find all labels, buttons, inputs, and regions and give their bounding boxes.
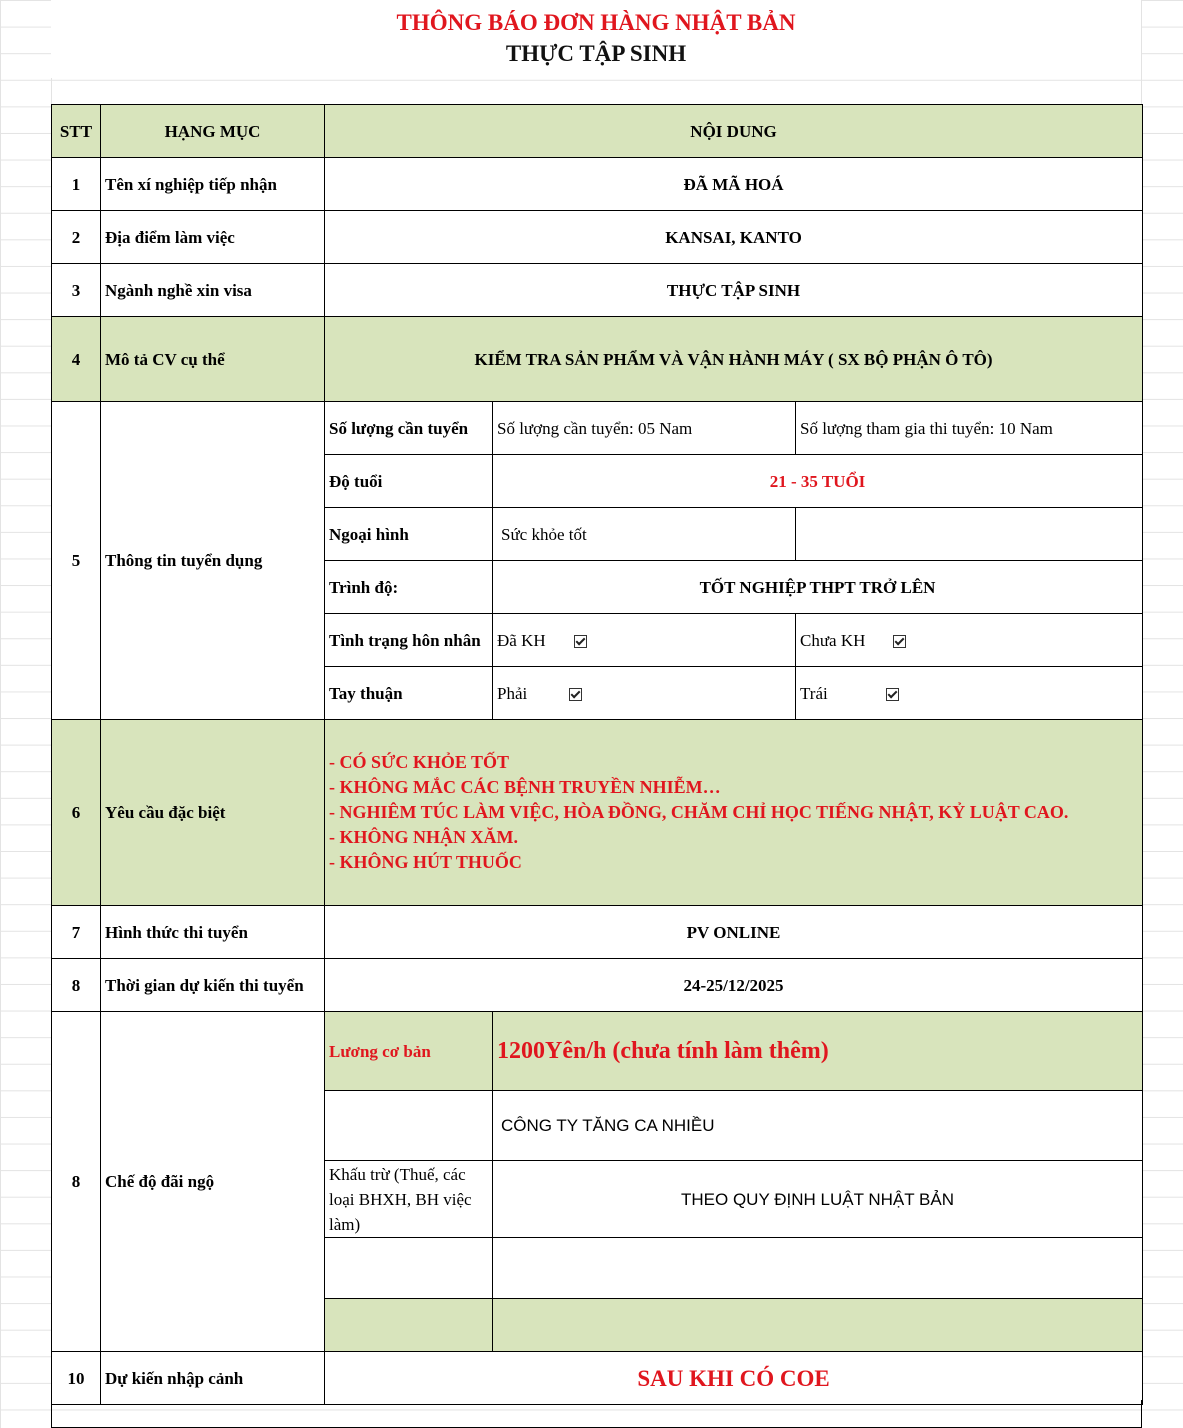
married-label: Đã KH — [497, 630, 546, 650]
requirement-item: - KHÔNG MẮC CÁC BỆNH TRUYỀN NHIỄM… — [329, 777, 721, 797]
age-value: 21 - 35 TUỔI — [493, 455, 1143, 508]
age-label: Độ tuổi — [325, 455, 493, 508]
column-header-category: HẠNG MỤC — [101, 105, 325, 158]
empty-cell — [325, 1091, 493, 1161]
document-subtitle: THỰC TẬP SINH — [505, 41, 687, 66]
marital-option-single — [796, 614, 1143, 667]
empty-cell — [325, 1299, 493, 1352]
appearance-label: Ngoại hình — [325, 508, 493, 561]
row-label: Địa điểm làm việc — [101, 211, 325, 264]
right-hand-checkbox[interactable] — [569, 688, 582, 701]
table-row-company — [52, 158, 1143, 211]
table-border — [1141, 1400, 1142, 1428]
column-header-content: NỘI DUNG — [325, 105, 1143, 158]
exam-format-value: PV ONLINE — [325, 906, 1143, 959]
row-number: 8 — [52, 1012, 101, 1352]
empty-cell — [493, 1238, 1143, 1299]
row-label: Yêu cầu đặc biệt — [101, 720, 325, 906]
table-row-location — [52, 211, 1143, 264]
row-label: Thời gian dự kiến thi tuyển — [101, 959, 325, 1012]
requirement-item: - KHÔNG HÚT THUỐC — [329, 852, 522, 872]
arrival-value: SAU KHI CÓ COE — [325, 1352, 1143, 1405]
quantity-exam-value: Số lượng tham gia thi tuyển: 10 Nam — [796, 402, 1143, 455]
row-label: Chế độ đãi ngộ — [101, 1012, 325, 1352]
requirement-item: - CÓ SỨC KHỎE TỐT — [329, 752, 510, 772]
empty-cell — [325, 1238, 493, 1299]
table-row-special-requirements — [52, 720, 1143, 906]
hand-option-right — [493, 667, 796, 720]
deduction-label: Khấu trừ (Thuế, các loại BHXH, BH việc làm) — [325, 1161, 493, 1238]
row-number: 6 — [52, 720, 101, 906]
row-label: Tên xí nghiệp tiếp nhận — [101, 158, 325, 211]
table-border — [51, 1400, 52, 1428]
table-row-exam-format — [52, 906, 1143, 959]
hand-label: Tay thuận — [325, 667, 493, 720]
row-label: Mô tả CV cụ thể — [101, 317, 325, 402]
hand-option-left — [796, 667, 1143, 720]
quantity-label: Số lượng cần tuyển — [325, 402, 493, 455]
row-label: Hình thức thi tuyển — [101, 906, 325, 959]
row-number: 2 — [52, 211, 101, 264]
table-row-salary — [52, 1012, 1143, 1091]
row-number: 1 — [52, 158, 101, 211]
right-hand-label: Phải — [497, 683, 528, 703]
company-name-value: ĐÃ MÃ HOÁ — [325, 158, 1143, 211]
row-label: Dự kiến nhập cảnh — [101, 1352, 325, 1405]
table-row-visa — [52, 264, 1143, 317]
visa-type-value: THỰC TẬP SINH — [325, 264, 1143, 317]
empty-cell — [493, 1299, 1143, 1352]
order-table — [51, 104, 1143, 1405]
overtime-value: CÔNG TY TĂNG CA NHIỀU — [493, 1091, 1143, 1161]
document-title: THÔNG BÁO ĐƠN HÀNG NHẬT BẢN — [396, 10, 796, 35]
row-number: 5 — [52, 402, 101, 720]
document-header — [51, 0, 1141, 78]
exam-date-value: 24-25/12/2025 — [325, 959, 1143, 1012]
table-row-exam-date — [52, 959, 1143, 1012]
requirement-item: - KHÔNG NHẬN XĂM. — [329, 827, 518, 847]
column-header-stt: STT — [52, 105, 101, 158]
job-description-value: KIỂM TRA SẢN PHẨM VÀ VẬN HÀNH MÁY ( SX BỘ PHẬN Ô TÔ) — [325, 317, 1143, 402]
row-number: 10 — [52, 1352, 101, 1405]
empty-cell — [796, 508, 1143, 561]
table-row-arrival — [52, 1352, 1143, 1405]
row-label: Ngành nghề xin visa — [101, 264, 325, 317]
married-checkbox[interactable] — [574, 635, 587, 648]
single-checkbox[interactable] — [893, 635, 906, 648]
special-requirements-list — [325, 720, 1143, 906]
requirement-item: - NGHIÊM TÚC LÀM VIỆC, HÒA ĐỒNG, CHĂM CHỈ HỌC TIẾNG NHẬT, KỶ LUẬT CAO. — [329, 802, 1069, 822]
row-number: 8 — [52, 959, 101, 1012]
row-number: 7 — [52, 906, 101, 959]
quantity-needed-value: Số lượng cần tuyển: 05 Nam — [493, 402, 796, 455]
marital-option-married — [493, 614, 796, 667]
row-label: Thông tin tuyển dụng — [101, 402, 325, 720]
appearance-value: Sức khỏe tốt — [493, 508, 796, 561]
education-value: TỐT NGHIỆP THPT TRỞ LÊN — [493, 561, 1143, 614]
education-label: Trình độ: — [325, 561, 493, 614]
left-hand-checkbox[interactable] — [886, 688, 899, 701]
salary-label: Lương cơ bản — [325, 1012, 493, 1091]
deduction-value: THEO QUY ĐỊNH LUẬT NHẬT BẢN — [493, 1161, 1143, 1238]
left-hand-label: Trái — [800, 683, 828, 703]
marital-label: Tình trạng hôn nhân — [325, 614, 493, 667]
single-label: Chưa KH — [800, 630, 866, 650]
table-header-row — [52, 105, 1143, 158]
work-location-value: KANSAI, KANTO — [325, 211, 1143, 264]
row-number: 4 — [52, 317, 101, 402]
table-row-recruitment-quantity — [52, 402, 1143, 455]
row-number: 3 — [52, 264, 101, 317]
table-row-job-description — [52, 317, 1143, 402]
salary-value: 1200Yên/h (chưa tính làm thêm) — [493, 1012, 1143, 1091]
